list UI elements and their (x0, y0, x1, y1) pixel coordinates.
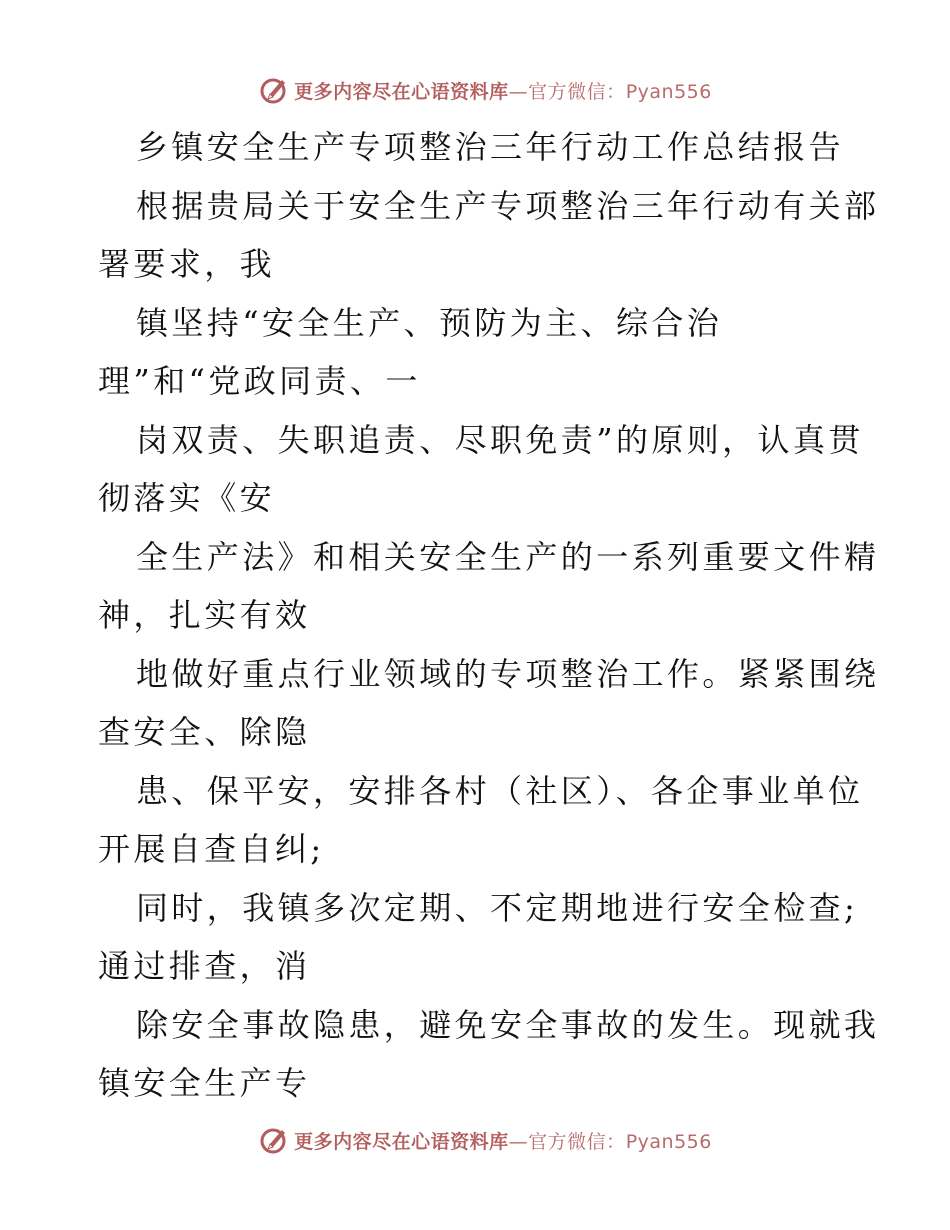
body-line: 除安全事故隐患，避免安全事故的发生。现就我 (136, 1005, 880, 1044)
pen-logo-icon (258, 1124, 290, 1156)
body-line: 全生产法》和相关安全生产的一系列重要文件精 (136, 537, 880, 576)
pen-logo-icon (258, 74, 290, 106)
body-line: 根据贵局关于安全生产专项整治三年行动有关部 (136, 186, 880, 225)
document-body (98, 118, 880, 1113)
body-line: 镇坚持“安全生产、预防为主、综合治 (136, 303, 723, 342)
watermark-label: 官方微信： (528, 80, 626, 103)
body-line: 镇安全生产专 (98, 1064, 311, 1102)
watermark-footer (0, 1120, 950, 1160)
watermark-label: 官方微信： (528, 1130, 626, 1153)
document-title: 乡镇安全生产专项整治三年行动工作总结报告 (136, 128, 845, 166)
watermark-dash: — (508, 1130, 529, 1153)
watermark-site: 更多内容尽在心语资料库 (294, 80, 509, 103)
body-line: 署要求，我 (98, 245, 276, 283)
body-line: 同时，我镇多次定期、不定期地进行安全检查; (136, 888, 859, 927)
body-line: 神，扎实有效 (98, 596, 311, 634)
watermark-dash: — (508, 80, 529, 103)
body-line: 开展自查自纠; (98, 830, 325, 868)
body-line: 地做好重点行业领域的专项整治工作。紧紧围绕 (136, 654, 880, 693)
body-line: 患、保平安，安排各村（社区）、各企事业单位 (136, 771, 864, 810)
watermark-site: 更多内容尽在心语资料库 (294, 1130, 509, 1153)
body-line: 查安全、除隐 (98, 713, 311, 751)
watermark-header (0, 70, 950, 110)
watermark-wechat-id: Pyan556 (625, 80, 712, 103)
body-line: 彻落实《安 (98, 479, 276, 517)
body-line: 岗双责、失职追责、尽职免责”的原则，认真贯 (136, 420, 864, 459)
body-line: 通过排查，消 (98, 947, 311, 985)
body-line: 理”和“党政同责、一 (98, 362, 421, 400)
watermark-wechat-id: Pyan556 (625, 1130, 712, 1153)
